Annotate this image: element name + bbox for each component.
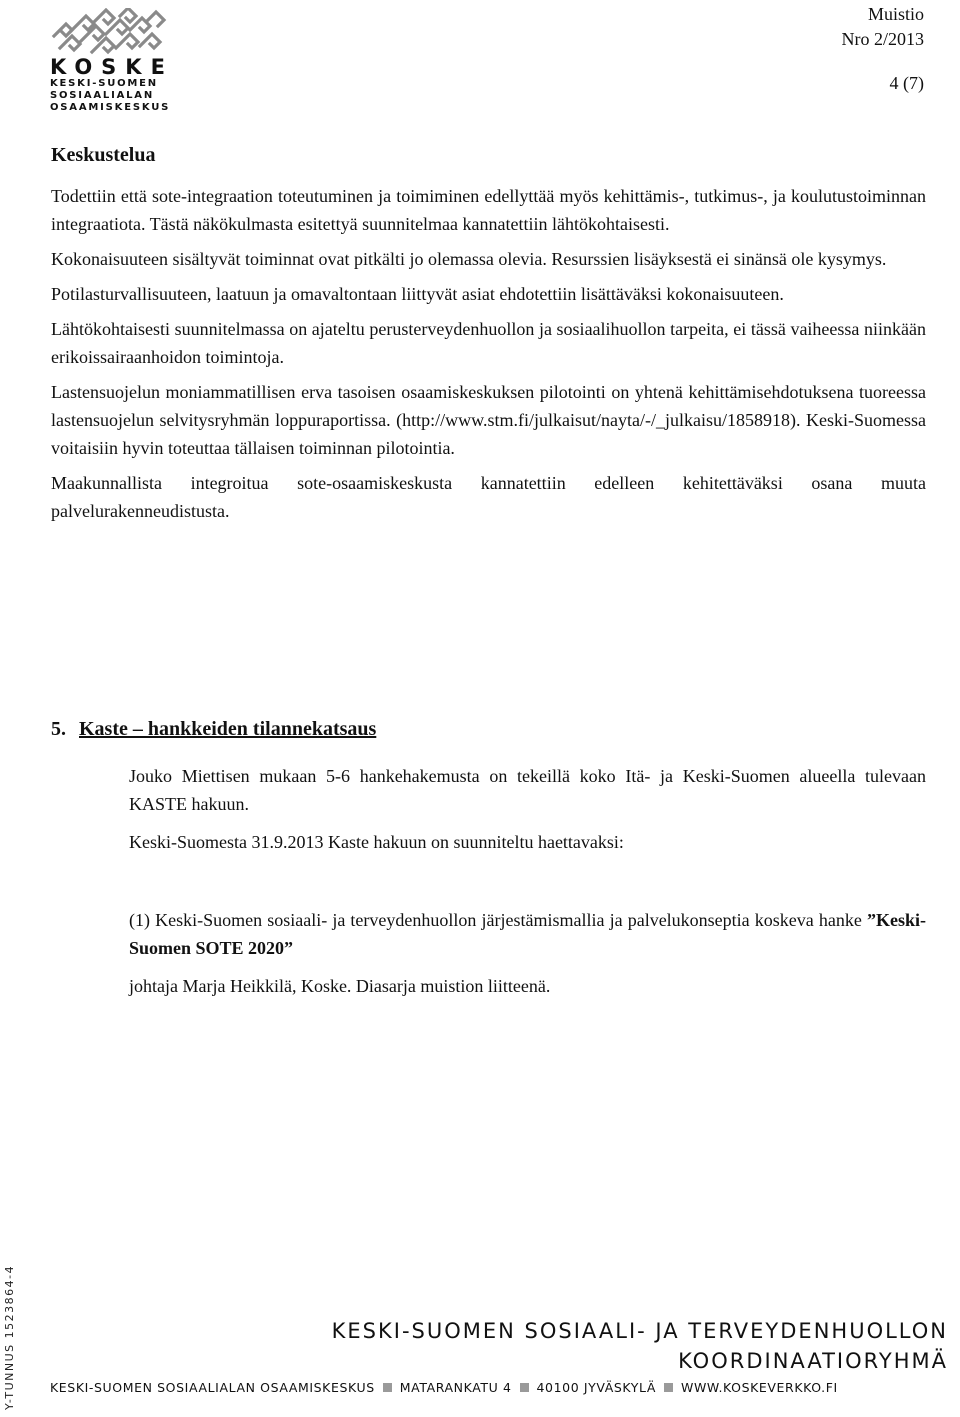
document-header	[842, 2, 925, 52]
document-number: Nro 2/2013	[841, 29, 924, 49]
section-title: Kaste – hankkeiden tilannekatsaus	[79, 718, 377, 740]
separator-square-icon	[520, 1383, 529, 1392]
discussion-paragraph: Kokonaisuuteen sisältyvät toiminnat ovat pitkälti jo olemassa olevia. Resurssien lisäyksestä ei sinänsä ole kysymys.	[51, 249, 887, 269]
koske-logo-emblem-icon	[50, 8, 168, 58]
footer-city: 40100 JYVÄSKYLÄ	[536, 1380, 656, 1395]
section-5-paragraph: Keski-Suomesta 31.9.2013 Kaste hakuun on suunniteltu haettavaksi:	[129, 832, 624, 852]
logo-wordmark: KOSKE	[50, 55, 174, 79]
discussion-paragraph: Lähtökohtaisesti suunnitelmassa on ajateltu perusterveydenhuollon ja sosiaalihuollon tarpeita, ei tässä vaiheessa niinkään erikoissairaanhoidon toimintoja.	[51, 319, 926, 367]
logo-line-3: OSAAMISKESKUS	[50, 102, 171, 113]
koske-logo	[50, 8, 200, 114]
separator-square-icon	[383, 1383, 392, 1392]
page-number: 4 (7)	[889, 73, 924, 93]
discussion-section	[51, 144, 926, 532]
footer-organization: KESKI-SUOMEN SOSIAALIALAN OSAAMISKESKUS	[50, 1380, 375, 1395]
project-item-note: johtaja Marja Heikkilä, Koske. Diasarja muistion liitteenä.	[129, 976, 551, 996]
business-id: Y-TUNNUS 1523864-4	[3, 1264, 16, 1410]
section-5-heading	[51, 718, 926, 741]
discussion-paragraph: Maakunnallista integroitua sote-osaamiskeskusta kannatettiin edelleen kehitettäväksi osana muuta palvelurakenneudistusta.	[51, 473, 926, 521]
document-type: Muistio	[867, 4, 924, 24]
section-5-paragraph: Jouko Miettisen mukaan 5-6 hankehakemusta on tekeillä koko Itä- ja Keski-Suomen alueella tulevaan KASTE hakuun.	[129, 766, 926, 814]
project-item	[129, 906, 926, 962]
footer-address	[50, 1380, 950, 1395]
discussion-paragraph: Todettiin että sote-integraation toteutuminen ja toimiminen edellyttää myös kehittämis-, tutkimus-, ja koulutustoiminnan integraatiota. Tästä näkökulmasta esitettyä suunnitelmaa kannatettiin lähtökohtaisesti.	[51, 186, 926, 234]
discussion-heading: Keskustelua	[51, 144, 156, 166]
logo-line-1: KESKI-SUOMEN	[50, 78, 158, 89]
project-name: ”Keski-Suomen SOTE 2020”	[129, 910, 927, 958]
section-number: 5.	[51, 718, 66, 740]
section-5-body	[129, 762, 926, 1010]
footer-title: KESKI-SUOMEN SOSIAALI- JA TERVEYDENHUOLLON KOORDINAATIORYHMÄ	[331, 1319, 948, 1373]
logo-line-2: SOSIAALIALAN	[50, 90, 155, 101]
project-item-text: (1) Keski-Suomen sosiaali- ja terveydenhuollon järjestämismallia ja palvelukonseptia koskeva hanke	[129, 910, 862, 930]
discussion-paragraph: Lastensuojelun moniammatillisen erva tasoisen osaamiskeskuksen pilotointi on yhtenä kehittämisehdotuksena tuoreessa lastensuojelun selvitysryhmän loppuraportissa. (http://www.stm.fi/julkaisut/nayta/-/_julkaisu/1858918). Keski-Suomessa voitaisiin hyvin toteuttaa tällaisen toiminnan pilotointia.	[51, 382, 926, 458]
separator-square-icon	[664, 1383, 673, 1392]
footer-street: MATARANKATU 4	[399, 1380, 512, 1395]
discussion-paragraph: Potilasturvallisuuteen, laatuun ja omavaltontaan liittyvät asiat ehdotettiin lisättäväksi kokonaisuuteen.	[51, 284, 784, 304]
footer-website[interactable]: WWW.KOSKEVERKKO.FI	[681, 1380, 838, 1395]
